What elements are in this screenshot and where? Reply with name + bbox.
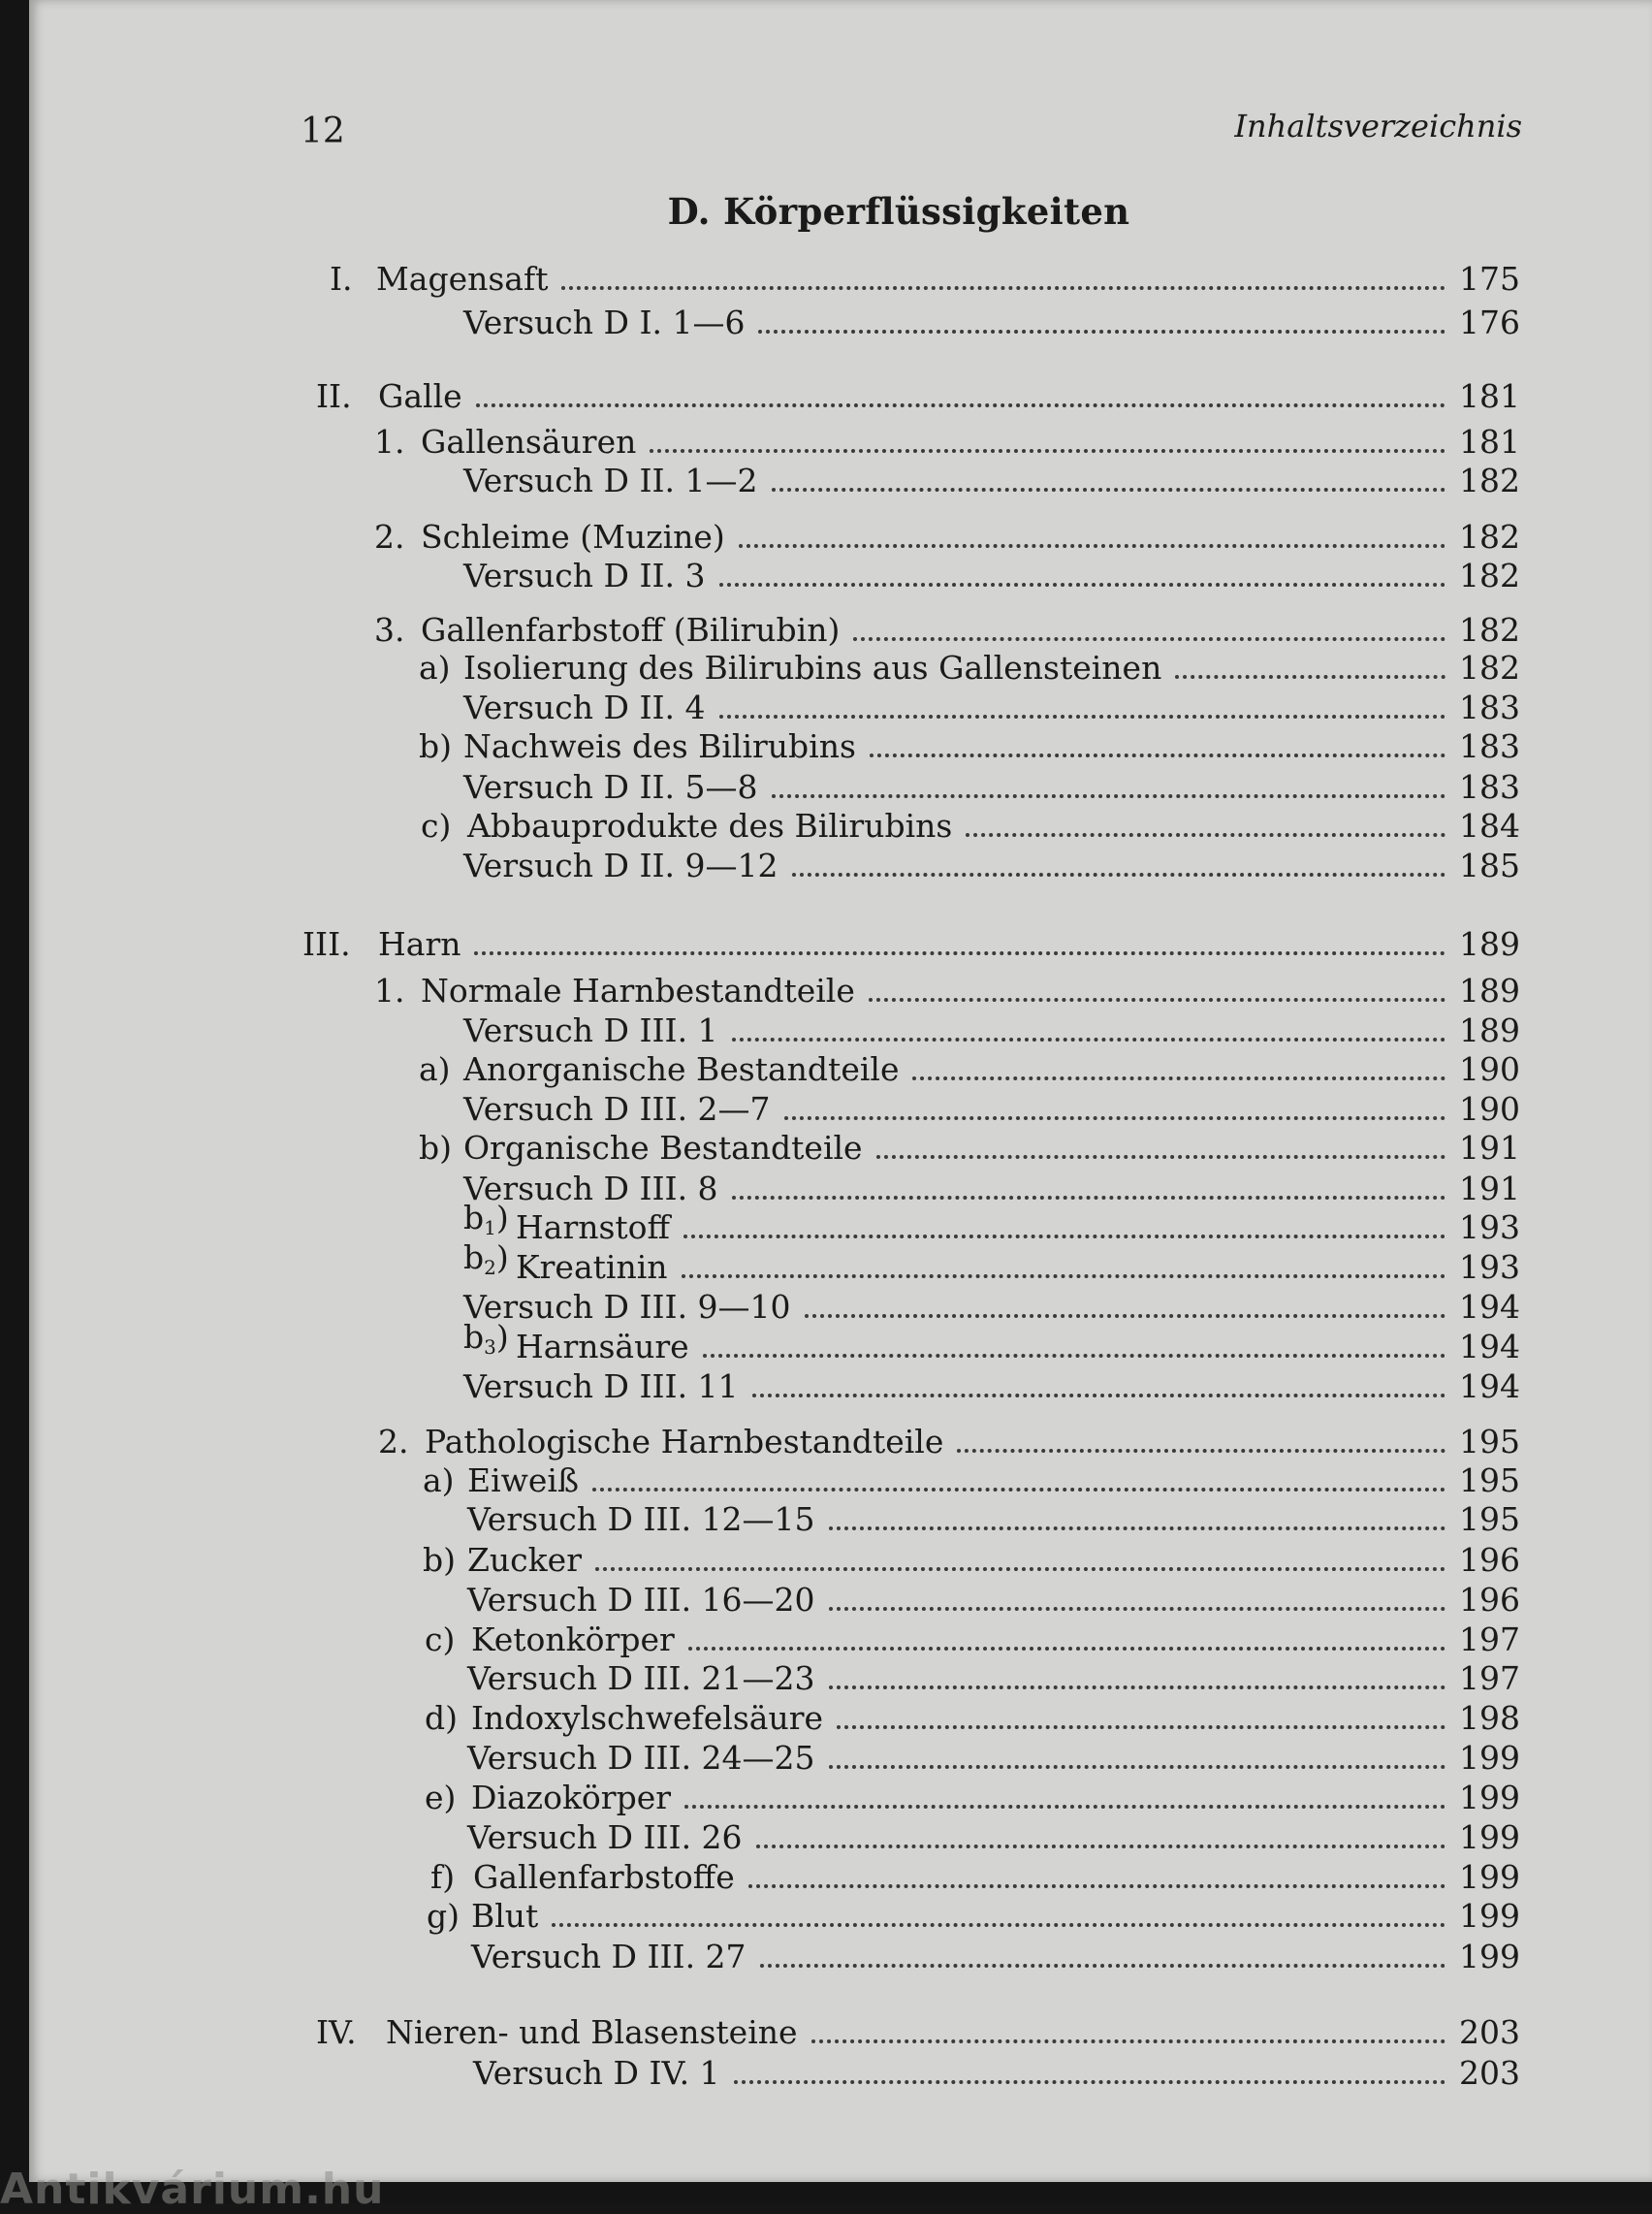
- toc-entry-label: Versuch D III. 24—25: [467, 1739, 815, 1777]
- toc-entry: [463, 304, 1520, 342]
- dot-leader: [739, 544, 1446, 548]
- dot-leader: [703, 1354, 1446, 1358]
- toc-entry-marker: $b_1$): [463, 1199, 509, 1239]
- toc-entry-marker: 2.: [374, 518, 405, 556]
- toc-entry-page: 203: [1459, 2013, 1520, 2051]
- toc-entry: [473, 2054, 1520, 2093]
- toc-entry: [419, 727, 1520, 766]
- toc-entry-page: 194: [1459, 1328, 1520, 1365]
- dot-leader: [552, 1923, 1446, 1927]
- toc-entry: [471, 1938, 1520, 1976]
- dot-leader: [682, 1274, 1446, 1278]
- dot-leader: [1175, 675, 1446, 679]
- toc-entry-marker: 1.: [374, 972, 405, 1010]
- toc-entry-label: Galle: [378, 377, 462, 415]
- toc-entry-label: Nieren- und Blasensteine: [386, 2013, 798, 2051]
- toc-entry-marker: c): [421, 807, 452, 845]
- toc-entry-label: Nachweis des Bilirubins: [463, 727, 856, 765]
- toc-entry: [463, 1170, 1520, 1208]
- dot-leader: [719, 715, 1446, 719]
- toc-entry-label: Blut: [471, 1897, 539, 1935]
- toc-entry: [463, 1238, 1520, 1287]
- toc-entry-label: Magensaft: [376, 260, 549, 298]
- dot-leader: [683, 1235, 1446, 1238]
- toc-entry-label: Pathologische Harnbestandteile: [425, 1423, 944, 1460]
- toc-entry-label: Zucker: [467, 1541, 582, 1579]
- dot-leader: [756, 1845, 1446, 1848]
- toc-entry-label: Normale Harnbestandteile: [421, 972, 855, 1010]
- toc-entry: [463, 557, 1520, 595]
- toc-entry: [419, 649, 1520, 688]
- toc-entry: [467, 1818, 1520, 1857]
- dot-leader: [595, 1567, 1446, 1571]
- toc-entry-marker: III.: [302, 925, 351, 963]
- toc-entry-label: Versuch D II. 4: [463, 689, 706, 726]
- dot-leader: [869, 998, 1446, 1002]
- toc-entry: [467, 1581, 1520, 1620]
- dot-leader: [870, 754, 1446, 757]
- toc-entry-label: Schleime (Muzine): [421, 518, 725, 556]
- toc-entry: [425, 1699, 1520, 1738]
- dot-leader: [876, 1155, 1446, 1159]
- toc-entry-label: Harnstoff: [516, 1208, 670, 1246]
- dot-leader: [592, 1488, 1446, 1492]
- toc-entry-label: Gallenfarbstoff (Bilirubin): [421, 611, 841, 649]
- toc-entry-page: 196: [1459, 1581, 1520, 1619]
- toc-entry-page: 190: [1459, 1050, 1520, 1088]
- toc-entry-page: 195: [1459, 1461, 1520, 1499]
- toc-entry-page: 191: [1459, 1170, 1520, 1207]
- toc-entry-page: 189: [1459, 1011, 1520, 1049]
- toc-entry-page: 175: [1459, 260, 1520, 298]
- toc-entry-marker: e): [425, 1779, 457, 1816]
- toc-entry-label: Versuch D III. 16—20: [467, 1581, 815, 1619]
- toc-entry-page: 199: [1459, 1818, 1520, 1856]
- dot-leader: [688, 1647, 1446, 1651]
- dot-leader: [829, 1607, 1446, 1611]
- toc-entry: [463, 1199, 1520, 1247]
- toc-entry: [374, 972, 1520, 1011]
- toc-entry: [463, 1011, 1520, 1050]
- toc-entry-page: 203: [1459, 2054, 1520, 2092]
- dot-leader: [732, 1196, 1446, 1200]
- toc-entry-label: Indoxylschwefelsäure: [471, 1699, 823, 1737]
- toc-entry-marker: c): [425, 1620, 456, 1658]
- toc-entry-page: 190: [1459, 1090, 1520, 1128]
- toc-entry-label: Versuch D IV. 1: [473, 2054, 720, 2092]
- toc-entry-page: 199: [1459, 1779, 1520, 1816]
- toc-entry-page: 183: [1459, 768, 1520, 806]
- toc-entry-page: 194: [1459, 1367, 1520, 1405]
- toc-entry-page: 184: [1459, 807, 1520, 845]
- dot-leader: [719, 583, 1446, 587]
- toc-entry-label: Versuch D III. 1: [463, 1011, 718, 1049]
- toc-entry-page: 199: [1459, 1897, 1520, 1935]
- toc-entry: [467, 1500, 1520, 1539]
- toc-entry-page: 196: [1459, 1541, 1520, 1579]
- toc-entry-page: 181: [1459, 377, 1520, 415]
- toc-entry-label: Ketonkörper: [471, 1620, 675, 1658]
- toc-entry-marker: b): [423, 1541, 456, 1579]
- toc-entry-page: 199: [1459, 1938, 1520, 1975]
- dot-leader: [561, 286, 1446, 290]
- toc-entry: [463, 1318, 1520, 1366]
- toc-entry-label: Eiweiß: [467, 1461, 580, 1499]
- toc-entry: [467, 1659, 1520, 1698]
- toc-entry-page: 183: [1459, 689, 1520, 726]
- toc-entry-label: Versuch D III. 26: [467, 1818, 743, 1856]
- toc-entry-page: 182: [1459, 462, 1520, 499]
- dot-leader: [837, 1725, 1446, 1729]
- page-number: 12: [301, 112, 345, 151]
- toc-entry-page: 199: [1459, 1739, 1520, 1777]
- toc-entry-label: Versuch D III. 12—15: [467, 1500, 815, 1538]
- toc-entry-page: 197: [1459, 1620, 1520, 1658]
- toc-entry-label: Harn: [378, 925, 461, 963]
- toc-entry: [463, 462, 1520, 500]
- dot-leader: [853, 637, 1446, 641]
- toc-entry: [330, 260, 1520, 299]
- toc-entry-label: Anorganische Bestandteile: [463, 1050, 900, 1088]
- dot-leader: [772, 488, 1446, 492]
- watermark: Antikvárium.hu: [0, 2165, 385, 2214]
- toc-entry-page: 182: [1459, 649, 1520, 687]
- dot-leader: [829, 1526, 1446, 1530]
- toc-entry-label: Versuch D II. 9—12: [463, 847, 778, 884]
- toc-entry-page: 185: [1459, 847, 1520, 884]
- dot-leader: [758, 330, 1446, 334]
- dot-leader: [476, 403, 1446, 407]
- toc-entry: [419, 1050, 1520, 1089]
- dot-leader: [805, 1314, 1446, 1318]
- toc-entry-page: 197: [1459, 1659, 1520, 1697]
- toc-entry: [374, 423, 1520, 462]
- toc-entry-label: Abbauprodukte des Bilirubins: [467, 807, 953, 845]
- dot-leader: [734, 2080, 1446, 2084]
- toc-entry-label: Versuch D II. 1—2: [463, 462, 758, 499]
- dot-leader: [966, 833, 1446, 837]
- dot-leader: [752, 1394, 1446, 1397]
- dot-leader: [829, 1765, 1446, 1769]
- toc-entry-marker: IV.: [316, 2013, 357, 2051]
- dot-leader: [732, 1038, 1446, 1042]
- toc-entry-page: 183: [1459, 727, 1520, 765]
- toc-entry-marker: I.: [330, 260, 353, 298]
- toc-entry: [430, 1858, 1520, 1897]
- toc-entry: [425, 1620, 1520, 1659]
- toc-entry-marker: $b_2$): [463, 1238, 509, 1279]
- toc-entry-marker: g): [427, 1897, 460, 1935]
- toc-entry: [427, 1897, 1520, 1936]
- toc-entry-label: Diazokörper: [471, 1779, 672, 1816]
- toc-entry: [378, 1423, 1520, 1461]
- toc-entry-label: Versuch D III. 27: [471, 1938, 747, 1975]
- toc-entry-marker: d): [425, 1699, 458, 1737]
- toc-entry-page: 195: [1459, 1423, 1520, 1460]
- toc-entry-marker: b): [419, 727, 452, 765]
- toc-entry-marker: 2.: [378, 1423, 409, 1460]
- toc-entry: [421, 807, 1520, 846]
- dot-leader: [772, 794, 1446, 798]
- dot-leader: [811, 2039, 1446, 2043]
- toc-entry-marker: a): [419, 1050, 451, 1088]
- toc-entry: [316, 377, 1520, 416]
- dot-leader: [784, 1116, 1446, 1120]
- toc-entry-marker: $b_3$): [463, 1318, 509, 1359]
- toc-entry-marker: f): [430, 1858, 456, 1896]
- toc-entry-page: 193: [1459, 1208, 1520, 1246]
- toc-entry: [423, 1461, 1520, 1500]
- toc-entry-page: 198: [1459, 1699, 1520, 1737]
- toc-entry-page: 176: [1459, 304, 1520, 341]
- toc-entry-page: 195: [1459, 1500, 1520, 1538]
- toc-entry: [423, 1541, 1520, 1580]
- toc-entry-page: 191: [1459, 1129, 1520, 1167]
- toc-entry-marker: a): [419, 649, 451, 687]
- dot-leader: [792, 873, 1446, 877]
- dot-leader: [748, 1884, 1446, 1888]
- toc-entry: [467, 1739, 1520, 1778]
- toc-entry: [419, 1129, 1520, 1168]
- toc-entry-page: 181: [1459, 423, 1520, 461]
- toc-entry: [425, 1779, 1520, 1817]
- dot-leader: [829, 1685, 1446, 1689]
- toc-entry-page: 193: [1459, 1248, 1520, 1286]
- toc-entry-label: Versuch D III. 21—23: [467, 1659, 815, 1697]
- toc-entry: [463, 1090, 1520, 1129]
- toc-entry-label: Isolierung des Bilirubins aus Gallensteinen: [463, 649, 1162, 687]
- toc-entry-marker: a): [423, 1461, 455, 1499]
- toc-entry-page: 199: [1459, 1858, 1520, 1896]
- toc-entry-label: Versuch D III. 2—7: [463, 1090, 771, 1128]
- toc-entry-marker: b): [419, 1129, 452, 1167]
- toc-entry: [374, 518, 1520, 557]
- toc-entry-page: 182: [1459, 518, 1520, 556]
- toc-entry: [463, 768, 1520, 807]
- dot-leader: [684, 1805, 1446, 1809]
- toc-entry-label: Versuch D III. 8: [463, 1170, 718, 1207]
- toc-entry: [463, 689, 1520, 727]
- toc-entry-page: 194: [1459, 1288, 1520, 1326]
- toc-entry: [463, 847, 1520, 885]
- toc-entry-label: Kreatinin: [516, 1248, 668, 1286]
- book-page: [29, 0, 1652, 2182]
- toc-entry-label: Organische Bestandteile: [463, 1129, 863, 1167]
- toc-entry-label: Versuch D III. 9—10: [463, 1288, 791, 1326]
- toc-entry-marker: 1.: [374, 423, 405, 461]
- dot-leader: [650, 449, 1446, 453]
- toc-entry-label: Versuch D II. 3: [463, 557, 706, 594]
- toc-entry-page: 189: [1459, 925, 1520, 963]
- toc-entry-label: Versuch D II. 5—8: [463, 768, 758, 806]
- toc-entry-label: Harnsäure: [516, 1328, 689, 1365]
- dot-leader: [957, 1449, 1446, 1453]
- toc-entry-page: 182: [1459, 611, 1520, 649]
- toc-entry-label: Gallenfarbstoffe: [473, 1858, 735, 1896]
- section-title: D. Körperflüssigkeiten: [667, 190, 1130, 233]
- running-head: Inhaltsverzeichnis: [1234, 108, 1522, 144]
- dot-leader: [760, 1964, 1446, 1968]
- toc-entry: [374, 611, 1520, 650]
- toc-entry-label: Versuch D I. 1—6: [463, 304, 746, 341]
- toc-entry-marker: II.: [316, 377, 352, 415]
- toc-entry-label: Versuch D III. 11: [463, 1367, 739, 1405]
- dot-leader: [474, 951, 1446, 955]
- toc-entry: [302, 925, 1520, 964]
- toc-entry-page: 182: [1459, 557, 1520, 594]
- toc-entry-label: Gallensäuren: [421, 423, 637, 461]
- toc-entry: [316, 2013, 1520, 2052]
- toc-entry-marker: 3.: [374, 611, 405, 649]
- dot-leader: [912, 1076, 1446, 1080]
- toc-entry: [463, 1288, 1520, 1327]
- toc-entry: [463, 1367, 1520, 1406]
- toc-entry-page: 189: [1459, 972, 1520, 1010]
